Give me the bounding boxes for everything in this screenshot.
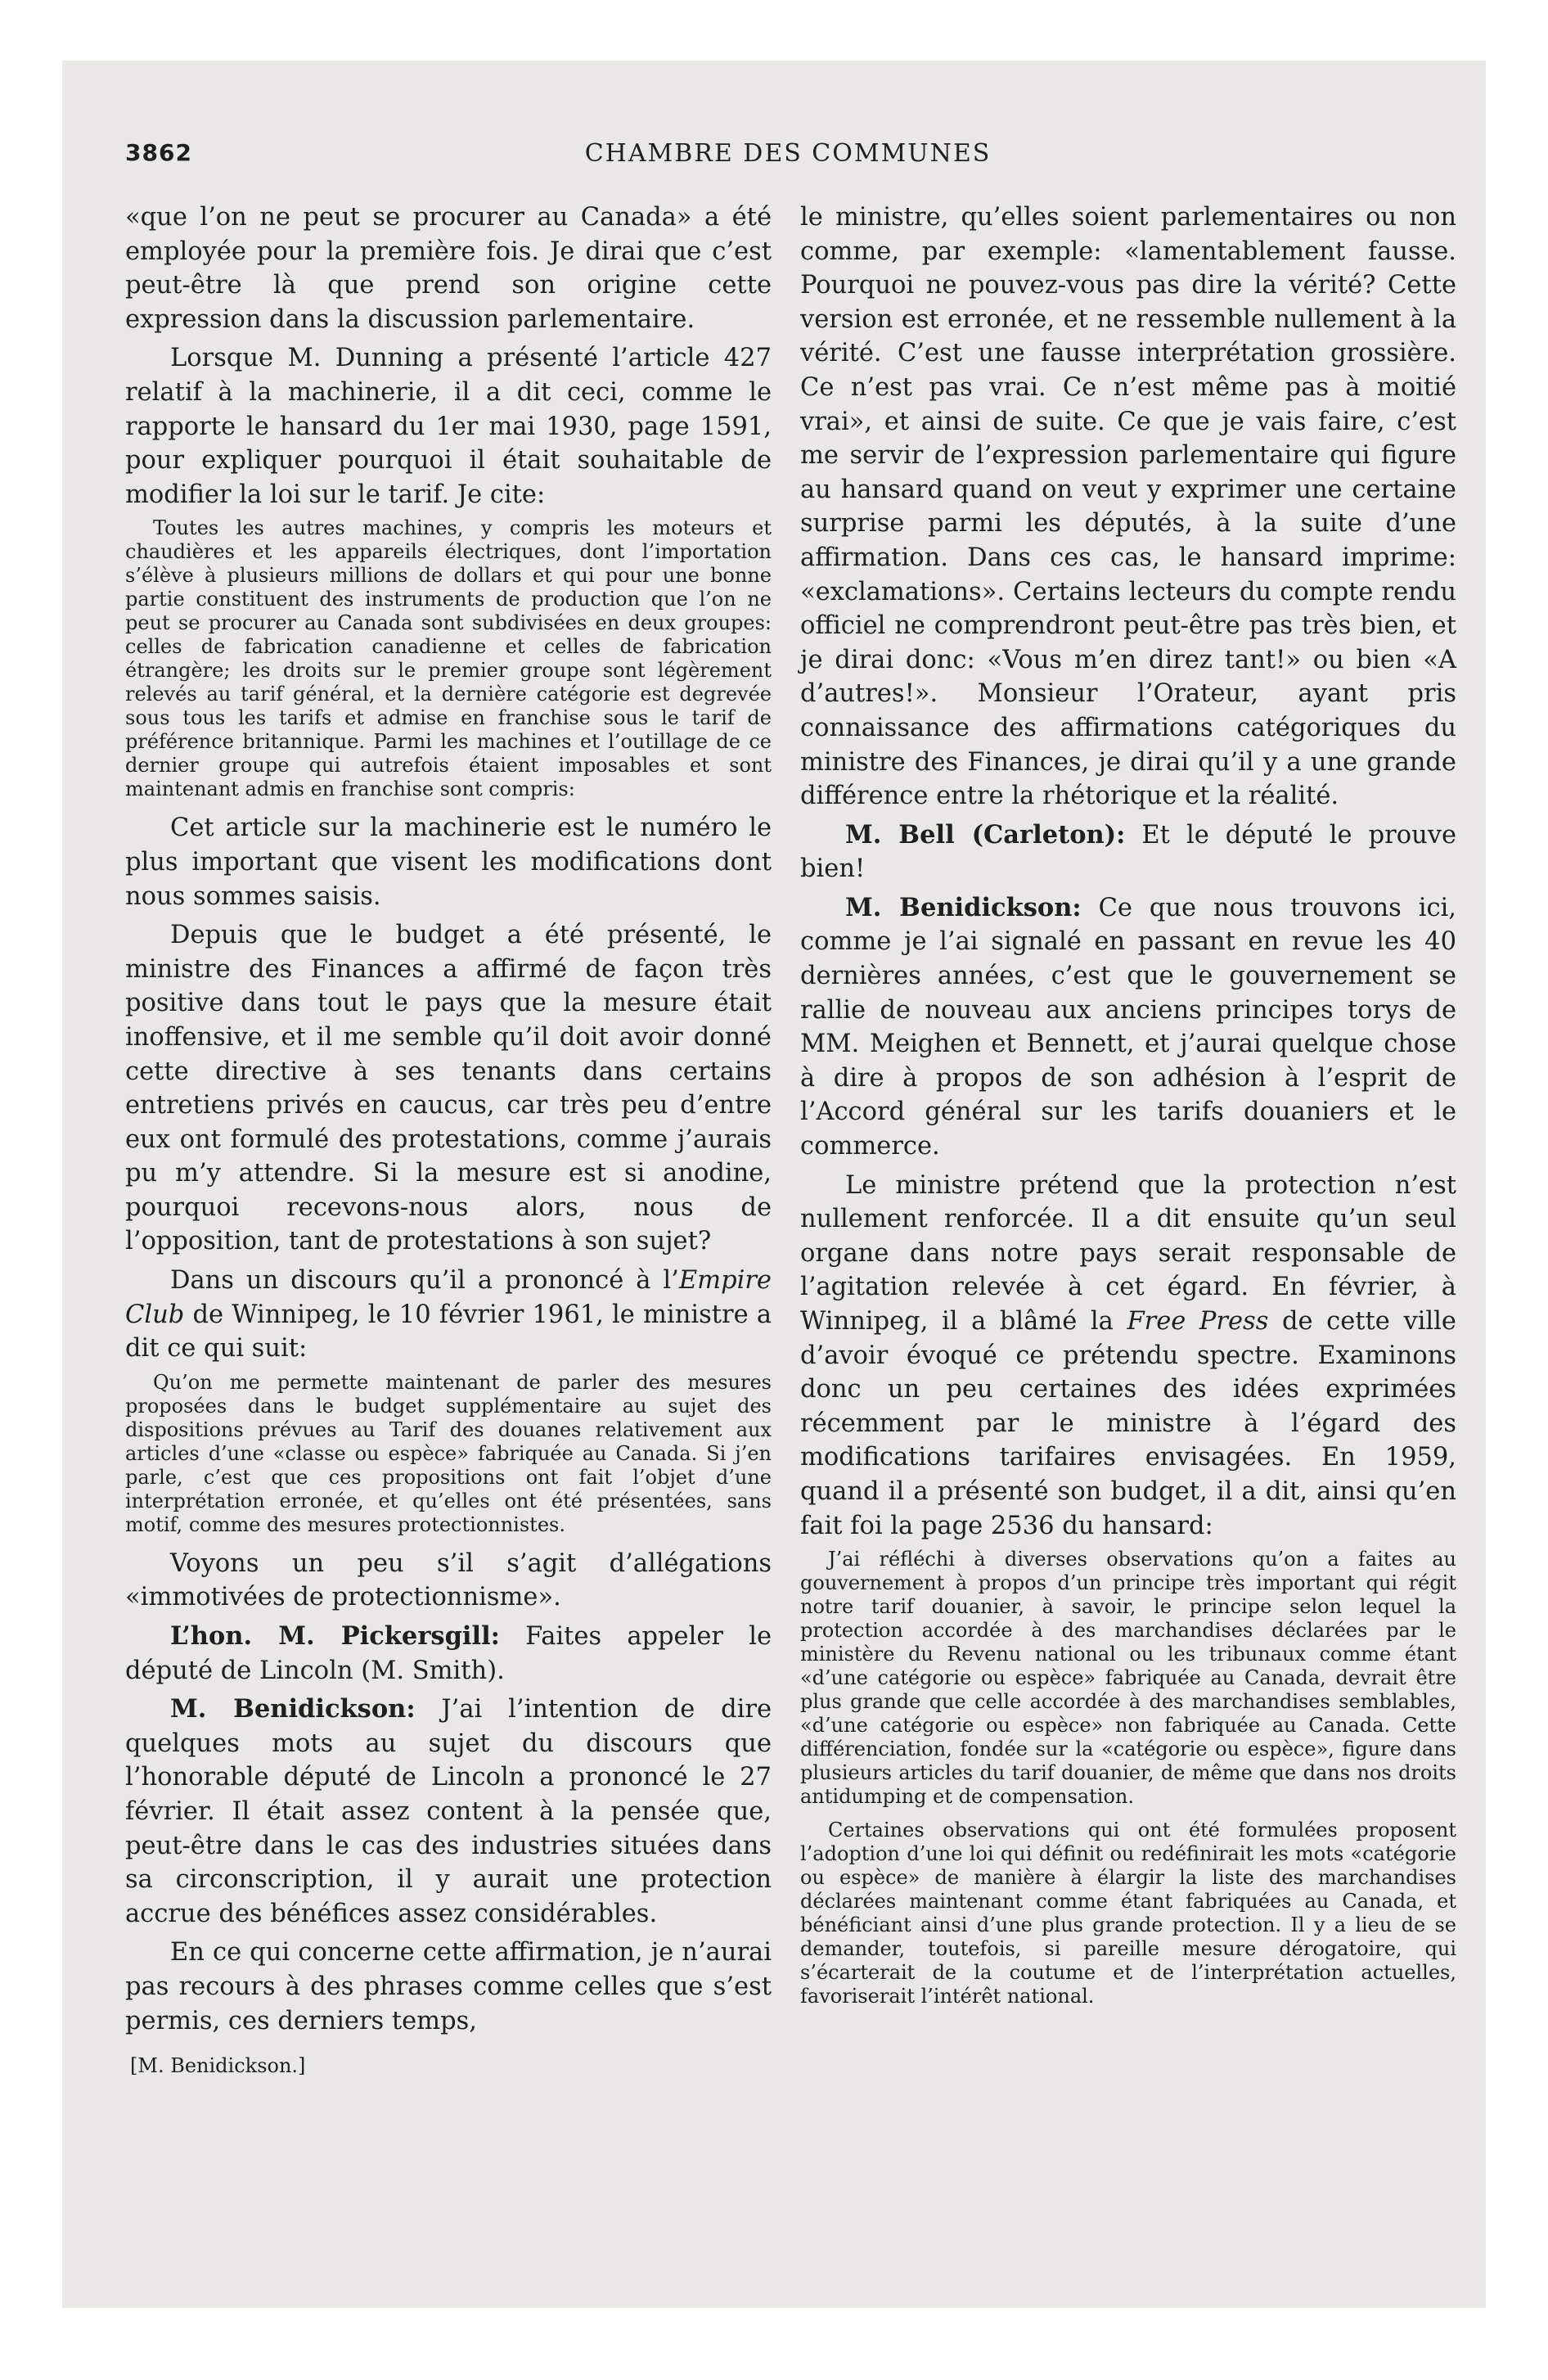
speaker-paragraph — [800, 818, 1456, 886]
paragraph: «que l’on ne peut se procurer au Canada» a été employée pour la première fois. Je dirai que c’est peut-être là que prend son origine cette expression dans la discussion parlementaire. — [125, 203, 772, 334]
footer-attribution: [M. Benidickson.] — [130, 2054, 306, 2078]
page-number: 3862 — [125, 139, 192, 166]
left-column — [125, 201, 772, 2077]
paragraph — [125, 1264, 772, 1366]
speech-text: Faites appeler le député de Lincoln (M. Smith). — [125, 1622, 772, 1685]
speech-text: Ce que nous trouvons ici, comme je l’ai signalé en passant en revue les 40 dernières années, c’est que le gouvernement se rallie de nouveau aux anciens principes torys de MM. Meighen et Bennett, et j’aurai quelque chose à dire à propos de son adhésion à l’esprit de l’Accord général sur les tarifs douaniers et le commerce. — [800, 893, 1456, 1161]
paragraph: le ministre, qu’elles soient parlementaires ou non comme, par exemple: «lamentablement fausse. Pourquoi ne pouvez-vous pas dire la vérité? Cette version est erronée, et ne ressemble nullement à la vérité. C’est une fausse interprétation grossière. Ce n’est pas vrai. Ce n’est même pas à moitié vrai», et ainsi de suite. Ce que je vais faire, c’est me servir de l’expression parlementaire qui figure au hansard quand on veut y exprimer une certaine surprise parmi les députés, à la suite d’une affirmation. Dans ces cas, le hansard imprime: «exclamations». Certains lecteurs du compte rendu officiel ne comprendront peut-être pas très bien, et je dirai donc: «Vous m’en direz tant!» ou bien «A d’autres!». Monsieur l’Orateur, ayant pris connaissance des affirmations catégoriques du ministre des Finances, je dirai qu’il y a une grande différence entre la rhétorique et la réalité. — [800, 203, 1456, 811]
text-run: Le ministre prétend que la protection n’est nullement renforcée. Il a dit ensuite qu’un seul organe dans notre pays serait responsable de l’agitation relevée à cet égard. En février, à Winnipeg, il a blâmé la — [800, 1170, 1456, 1336]
right-column — [800, 201, 1456, 2018]
speaker-paragraph — [125, 1620, 772, 1688]
speaker-name: L’hon. M. Pickersgill: — [170, 1621, 500, 1652]
speech-text: J’ai l’intention de dire quelques mots au sujet du discours que l’honorable député de Lincoln a prononcé le 27 février. Il était assez content à la pensée que, peut-être dans le cas des industries situées dans sa circonscription, il y aurait une protection accrue des bénéfices assez considérables. — [125, 1695, 772, 1928]
paragraph: En ce qui concerne cette affirmation, je n’aurai pas recours à des phrases comme celles que s’est permis, ces derniers temps, — [125, 1938, 772, 2035]
page-header — [125, 139, 1456, 172]
paragraph: Voyons un peu s’il s’agit d’allégations «immotivées de protectionnisme». — [125, 1548, 772, 1612]
block-quote: J’ai réfléchi à diverses observations qu’on a faites au gouvernement à propos d’un principe très important qui régit notre tarif douanier, à savoir, le principe selon lequel la protection accordée à des marchandises déclarées par le ministère du Revenu national ou les tribunaux comme étant «d’une catégorie ou espèce» fabriquée au Canada, devrait être plus grande que celle accordée à des marchandises semblables, «d’une catégorie ou espèce» non fabriquée au Canada. Cette différenciation, fondée sur la «catégorie ou espèce», figure dans plusieurs articles du tarif douanier, de même que dans nos droits antidumping et de compensation. — [800, 1548, 1456, 1809]
speaker-name: M. Benidickson: — [845, 892, 1082, 922]
speaker-name: M. Bell (Carleton): — [845, 819, 1126, 850]
running-title: CHAMBRE DES COMMUNES — [584, 139, 992, 168]
italic-text: Empire Club — [125, 1266, 772, 1329]
paragraph: Depuis que le budget a été présenté, le ministre des Finances a affirmé de façon très positive dans tout le pays que la mesure était inoffensive, et il me semble qu’il doit avoir donné cette directive à ses tenants dans certains entretiens privés en caucus, car très peu d’entre eux ont formulé des protestations, comme j’aurais pu m’y attendre. Si la mesure est si anodine, pourquoi recevons-nous alors, nous de l’opposition, tant de protestations à son sujet? — [125, 921, 772, 1256]
speaker-paragraph — [125, 1693, 772, 1931]
paragraph: Lorsque M. Dunning a présenté l’article 427 relatif à la machinerie, il a dit ceci, comme le rapporte le hansard du 1er mai 1930, page 1591, pour expliquer pourquoi il était souhaitable de modifier la loi sur le tarif. Je cite: — [125, 344, 772, 509]
text-run: Dans un discours qu’il a prononcé à l’ — [170, 1266, 679, 1296]
paragraph: Cet article sur la machinerie est le numéro le plus important que visent les modifications dont nous sommes saisis. — [125, 814, 772, 911]
block-quote: Toutes les autres machines, y compris les moteurs et chaudières et les appareils électriques, dont l’importation s’élève à plusieurs millions de dollars et qui pour une bonne partie constituent des instruments de production que l’on ne peut se procurer au Canada sont subdivisées en deux groupes: celles de fabrication canadienne et celles de fabrication étrangère; les droits sur le premier groupe sont légèrement relevés au tarif général, et la dernière catégorie est degrevée sous tous les tarifs et admise en franchise sous le tarif de préférence britannique. Parmi les machines et l’outillage de ce dernier groupe qui autrefois étaient imposables et sont maintenant admis en franchise sont compris: — [125, 516, 772, 801]
paragraph — [800, 1169, 1456, 1544]
speech-text: Et le député le prouve bien! — [800, 820, 1456, 884]
speaker-paragraph — [800, 891, 1456, 1164]
block-quote: Qu’on me permette maintenant de parler des mesures proposées dans le budget supplémentaire au sujet des dispositions prévues au Tarif des douanes relativement aux articles d’une «classe ou espèce» fabriquée au Canada. Si j’en parle, c’est que ces propositions ont fait l’objet d’une interprétation erronée, et qu’elles ont été présentées, sans motif, comme des mesures protectionnistes. — [125, 1370, 772, 1536]
text-run: de Winnipeg, le 10 février 1961, le ministre a dit ce qui suit: — [125, 1300, 772, 1364]
speaker-name: M. Benidickson: — [170, 1694, 416, 1724]
block-quote: Certaines observations qui ont été formulées proposent l’adoption d’une loi qui définit ou redéfinirait les mots «catégorie ou espèce» de manière à élargir la liste des marchandises déclarées maintenant comme étant fabriquées au Canada, et bénéficiant ainsi d’une plus grande protection. Il y a lieu de se demander, toutefois, si pareille mesure dérogatoire, qui s’écarterait de la coutume et de l’interprétation actuelles, favoriserait l’intérêt national. — [800, 1819, 1456, 2008]
italic-text: Free Press — [1127, 1307, 1269, 1336]
text-run: de cette ville d’avoir évoqué ce prétendu spectre. Examinons donc un peu certaines des idées exprimées récemment par le ministre à l’égard des modifications tarifaires envisagées. En 1959, quand il a présenté son budget, il a dit, ainsi qu’en fait foi la page 2536 du hansard: — [800, 1307, 1456, 1540]
